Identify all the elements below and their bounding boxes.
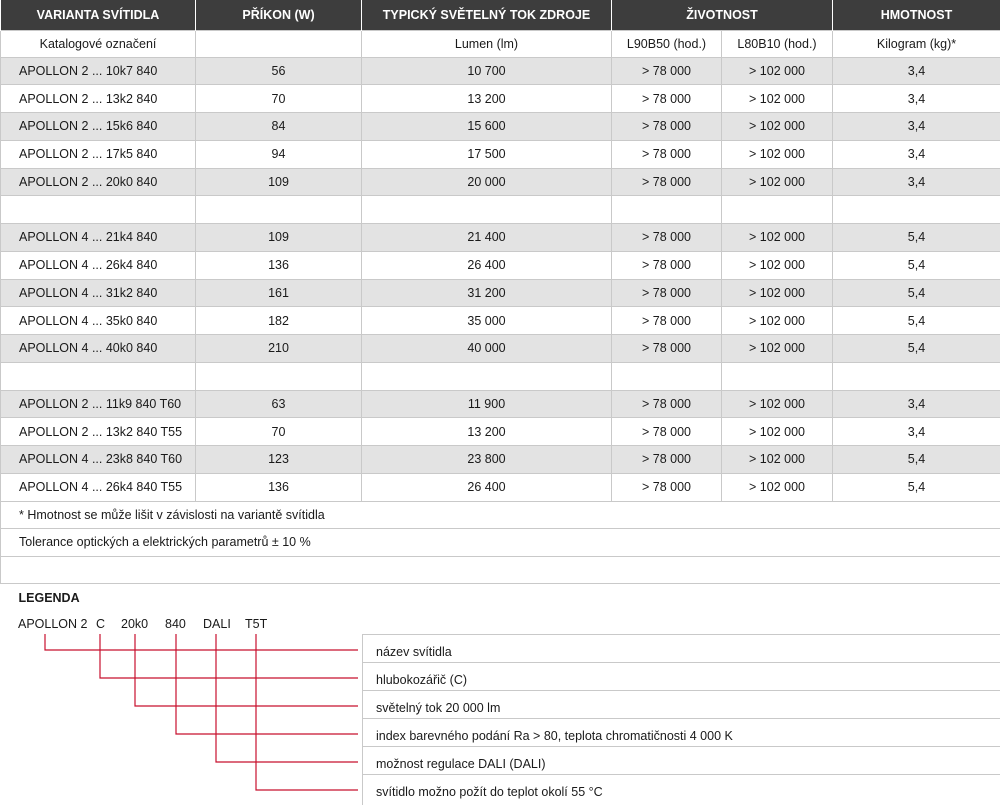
note-row bbox=[1, 501, 1000, 529]
cell-life-l80b10: > 102 000 bbox=[722, 57, 833, 85]
cell-weight: 3,4 bbox=[833, 168, 1000, 196]
cell-power: 109 bbox=[196, 168, 362, 196]
cell-life-l80b10: > 102 000 bbox=[722, 224, 833, 252]
legend-item-flux: světelný tok 20 000 lm bbox=[376, 701, 501, 715]
cell-life-l90b50: > 78 000 bbox=[612, 140, 722, 168]
legend-item-temp: svítidlo možno požít do teplot okolí 55 °C bbox=[376, 785, 603, 799]
subheader-life-l90b50: L90B50 (hod.) bbox=[612, 30, 722, 57]
cell-weight: 3,4 bbox=[833, 140, 1000, 168]
cell-flux: 23 800 bbox=[362, 446, 612, 474]
cell-power: 84 bbox=[196, 113, 362, 141]
cell-life-l80b10: > 102 000 bbox=[722, 335, 833, 363]
spacer-cell bbox=[1, 362, 196, 390]
legend-code-dali: DALI bbox=[203, 617, 231, 631]
table-row bbox=[1, 390, 1000, 418]
cell-variant: APOLLON 2 ... 13k2 840 T55 bbox=[1, 418, 196, 446]
cell-life-l90b50: > 78 000 bbox=[612, 251, 722, 279]
legend-title-row bbox=[1, 584, 1000, 613]
cell-life-l90b50: > 78 000 bbox=[612, 113, 722, 141]
header-variant: VARIANTA SVÍTIDLA bbox=[1, 0, 196, 30]
table-row bbox=[1, 307, 1000, 335]
cell-power: 63 bbox=[196, 390, 362, 418]
cell-life-l80b10: > 102 000 bbox=[722, 446, 833, 474]
legend-separator bbox=[362, 662, 1000, 663]
legend-code-model: APOLLON 2 bbox=[18, 617, 88, 631]
spacer-cell bbox=[612, 196, 722, 224]
spacer-cell bbox=[196, 362, 362, 390]
cell-variant: APOLLON 4 ... 26k4 840 T55 bbox=[1, 473, 196, 501]
spacer-cell bbox=[196, 196, 362, 224]
table-row bbox=[1, 168, 1000, 196]
cell-life-l80b10: > 102 000 bbox=[722, 113, 833, 141]
cell-weight: 5,4 bbox=[833, 473, 1000, 501]
cell-power: 123 bbox=[196, 446, 362, 474]
legend-code-optic: C bbox=[96, 617, 106, 631]
legend-connector bbox=[176, 634, 358, 734]
note-row bbox=[1, 529, 1000, 557]
cell-flux: 15 600 bbox=[362, 113, 612, 141]
spacer-cell bbox=[833, 196, 1000, 224]
spacer-cell bbox=[612, 362, 722, 390]
subheader-power bbox=[196, 30, 362, 57]
legend-connector bbox=[256, 634, 358, 790]
legend-code-flux: 20k0 bbox=[121, 617, 149, 631]
cell-weight: 5,4 bbox=[833, 307, 1000, 335]
cell-flux: 17 500 bbox=[362, 140, 612, 168]
cell-flux: 40 000 bbox=[362, 335, 612, 363]
cell-variant: APOLLON 4 ... 21k4 840 bbox=[1, 224, 196, 252]
cell-power: 210 bbox=[196, 335, 362, 363]
subheader-variant: Katalogové označení bbox=[1, 30, 196, 57]
cell-flux: 13 200 bbox=[362, 418, 612, 446]
spacer-cell bbox=[1, 196, 196, 224]
cell-life-l80b10: > 102 000 bbox=[722, 418, 833, 446]
cell-life-l90b50: > 78 000 bbox=[612, 390, 722, 418]
cell-weight: 3,4 bbox=[833, 418, 1000, 446]
cell-life-l90b50: > 78 000 bbox=[612, 224, 722, 252]
cell-variant: APOLLON 2 ... 20k0 840 bbox=[1, 168, 196, 196]
header-weight: HMOTNOST bbox=[833, 0, 1000, 30]
legend-connector bbox=[100, 634, 358, 678]
cell-life-l90b50: > 78 000 bbox=[612, 418, 722, 446]
cell-power: 161 bbox=[196, 279, 362, 307]
legend-connector bbox=[135, 634, 358, 706]
cell-flux: 31 200 bbox=[362, 279, 612, 307]
legend-divider bbox=[362, 634, 363, 805]
cell-weight: 5,4 bbox=[833, 279, 1000, 307]
cell-variant: APOLLON 4 ... 23k8 840 T60 bbox=[1, 446, 196, 474]
cell-life-l80b10: > 102 000 bbox=[722, 251, 833, 279]
cell-power: 109 bbox=[196, 224, 362, 252]
cell-power: 136 bbox=[196, 473, 362, 501]
cell-life-l90b50: > 78 000 bbox=[612, 307, 722, 335]
cell-life-l80b10: > 102 000 bbox=[722, 168, 833, 196]
cell-flux: 11 900 bbox=[362, 390, 612, 418]
legend-item-cri: index barevného podání Ra > 80, teplota chromatičnosti 4 000 K bbox=[376, 729, 733, 743]
table-row bbox=[1, 140, 1000, 168]
subheader-weight: Kilogram (kg)* bbox=[833, 30, 1000, 57]
cell-power: 56 bbox=[196, 57, 362, 85]
header-flux: TYPICKÝ SVĚTELNÝ TOK ZDROJE bbox=[362, 0, 612, 30]
legend-separator bbox=[362, 634, 1000, 635]
cell-variant: APOLLON 2 ... 17k5 840 bbox=[1, 140, 196, 168]
spacer-row bbox=[1, 196, 1000, 224]
table-row bbox=[1, 446, 1000, 474]
cell-life-l90b50: > 78 000 bbox=[612, 57, 722, 85]
subheader-life-l80b10: L80B10 (hod.) bbox=[722, 30, 833, 57]
cell-weight: 5,4 bbox=[833, 335, 1000, 363]
table-row bbox=[1, 279, 1000, 307]
spacer-cell bbox=[362, 196, 612, 224]
cell-life-l80b10: > 102 000 bbox=[722, 307, 833, 335]
header-life: ŽIVOTNOST bbox=[612, 0, 833, 30]
cell-life-l80b10: > 102 000 bbox=[722, 140, 833, 168]
cell-weight: 5,4 bbox=[833, 446, 1000, 474]
empty-note bbox=[1, 556, 1000, 584]
legend-connector-lines bbox=[0, 610, 362, 805]
empty-note-row bbox=[1, 556, 1000, 584]
cell-variant: APOLLON 2 ... 13k2 840 bbox=[1, 85, 196, 113]
cell-life-l90b50: > 78 000 bbox=[612, 85, 722, 113]
cell-weight: 3,4 bbox=[833, 390, 1000, 418]
cell-life-l80b10: > 102 000 bbox=[722, 279, 833, 307]
spacer-cell bbox=[722, 362, 833, 390]
tolerance-note: Tolerance optických a elektrických parametrů ± 10 % bbox=[1, 529, 1000, 557]
cell-flux: 21 400 bbox=[362, 224, 612, 252]
cell-weight: 3,4 bbox=[833, 85, 1000, 113]
cell-variant: APOLLON 2 ... 11k9 840 T60 bbox=[1, 390, 196, 418]
header-row bbox=[1, 0, 1000, 30]
cell-variant: APOLLON 4 ... 26k4 840 bbox=[1, 251, 196, 279]
table-row bbox=[1, 85, 1000, 113]
cell-weight: 5,4 bbox=[833, 251, 1000, 279]
cell-flux: 20 000 bbox=[362, 168, 612, 196]
legend-title: LEGENDA bbox=[18, 591, 80, 606]
cell-power: 182 bbox=[196, 307, 362, 335]
legend-connector bbox=[216, 634, 358, 762]
cell-life-l90b50: > 78 000 bbox=[612, 473, 722, 501]
cell-variant: APOLLON 4 ... 31k2 840 bbox=[1, 279, 196, 307]
cell-flux: 26 400 bbox=[362, 251, 612, 279]
cell-flux: 35 000 bbox=[362, 307, 612, 335]
legend bbox=[0, 610, 1000, 805]
legend-code-temp: T5T bbox=[245, 617, 268, 631]
legend-item-name: název svítidla bbox=[376, 645, 452, 659]
cell-weight: 5,4 bbox=[833, 224, 1000, 252]
cell-flux: 13 200 bbox=[362, 85, 612, 113]
cell-power: 70 bbox=[196, 85, 362, 113]
table-row bbox=[1, 57, 1000, 85]
cell-life-l80b10: > 102 000 bbox=[722, 473, 833, 501]
legend-code-cri: 840 bbox=[165, 617, 186, 631]
spacer-cell bbox=[833, 362, 1000, 390]
cell-power: 70 bbox=[196, 418, 362, 446]
cell-variant: APOLLON 4 ... 35k0 840 bbox=[1, 307, 196, 335]
table-body bbox=[1, 57, 1000, 501]
table-row bbox=[1, 251, 1000, 279]
cell-life-l80b10: > 102 000 bbox=[722, 85, 833, 113]
cell-flux: 10 700 bbox=[362, 57, 612, 85]
table-row bbox=[1, 113, 1000, 141]
legend-connector bbox=[45, 634, 358, 650]
spacer-row bbox=[1, 362, 1000, 390]
cell-life-l80b10: > 102 000 bbox=[722, 390, 833, 418]
subheader-row bbox=[1, 30, 1000, 57]
cell-flux: 26 400 bbox=[362, 473, 612, 501]
cell-weight: 3,4 bbox=[833, 57, 1000, 85]
cell-variant: APOLLON 2 ... 15k6 840 bbox=[1, 113, 196, 141]
cell-life-l90b50: > 78 000 bbox=[612, 168, 722, 196]
cell-variant: APOLLON 2 ... 10k7 840 bbox=[1, 57, 196, 85]
weight-note: * Hmotnost se může lišit v závislosti na variantě svítidla bbox=[1, 501, 1000, 529]
legend-item-optic: hlubokozářič (C) bbox=[376, 673, 468, 687]
spacer-cell bbox=[362, 362, 612, 390]
header-power: PŘÍKON (W) bbox=[196, 0, 362, 30]
subheader-flux: Lumen (lm) bbox=[362, 30, 612, 57]
cell-life-l90b50: > 78 000 bbox=[612, 335, 722, 363]
cell-variant: APOLLON 4 ... 40k0 840 bbox=[1, 335, 196, 363]
spacer-cell bbox=[722, 196, 833, 224]
cell-life-l90b50: > 78 000 bbox=[612, 279, 722, 307]
table-row bbox=[1, 473, 1000, 501]
cell-weight: 3,4 bbox=[833, 113, 1000, 141]
cell-life-l90b50: > 78 000 bbox=[612, 446, 722, 474]
cell-power: 136 bbox=[196, 251, 362, 279]
cell-power: 94 bbox=[196, 140, 362, 168]
table-row bbox=[1, 418, 1000, 446]
table-row bbox=[1, 335, 1000, 363]
legend-item-dali: možnost regulace DALI (DALI) bbox=[376, 757, 546, 771]
table-row bbox=[1, 224, 1000, 252]
